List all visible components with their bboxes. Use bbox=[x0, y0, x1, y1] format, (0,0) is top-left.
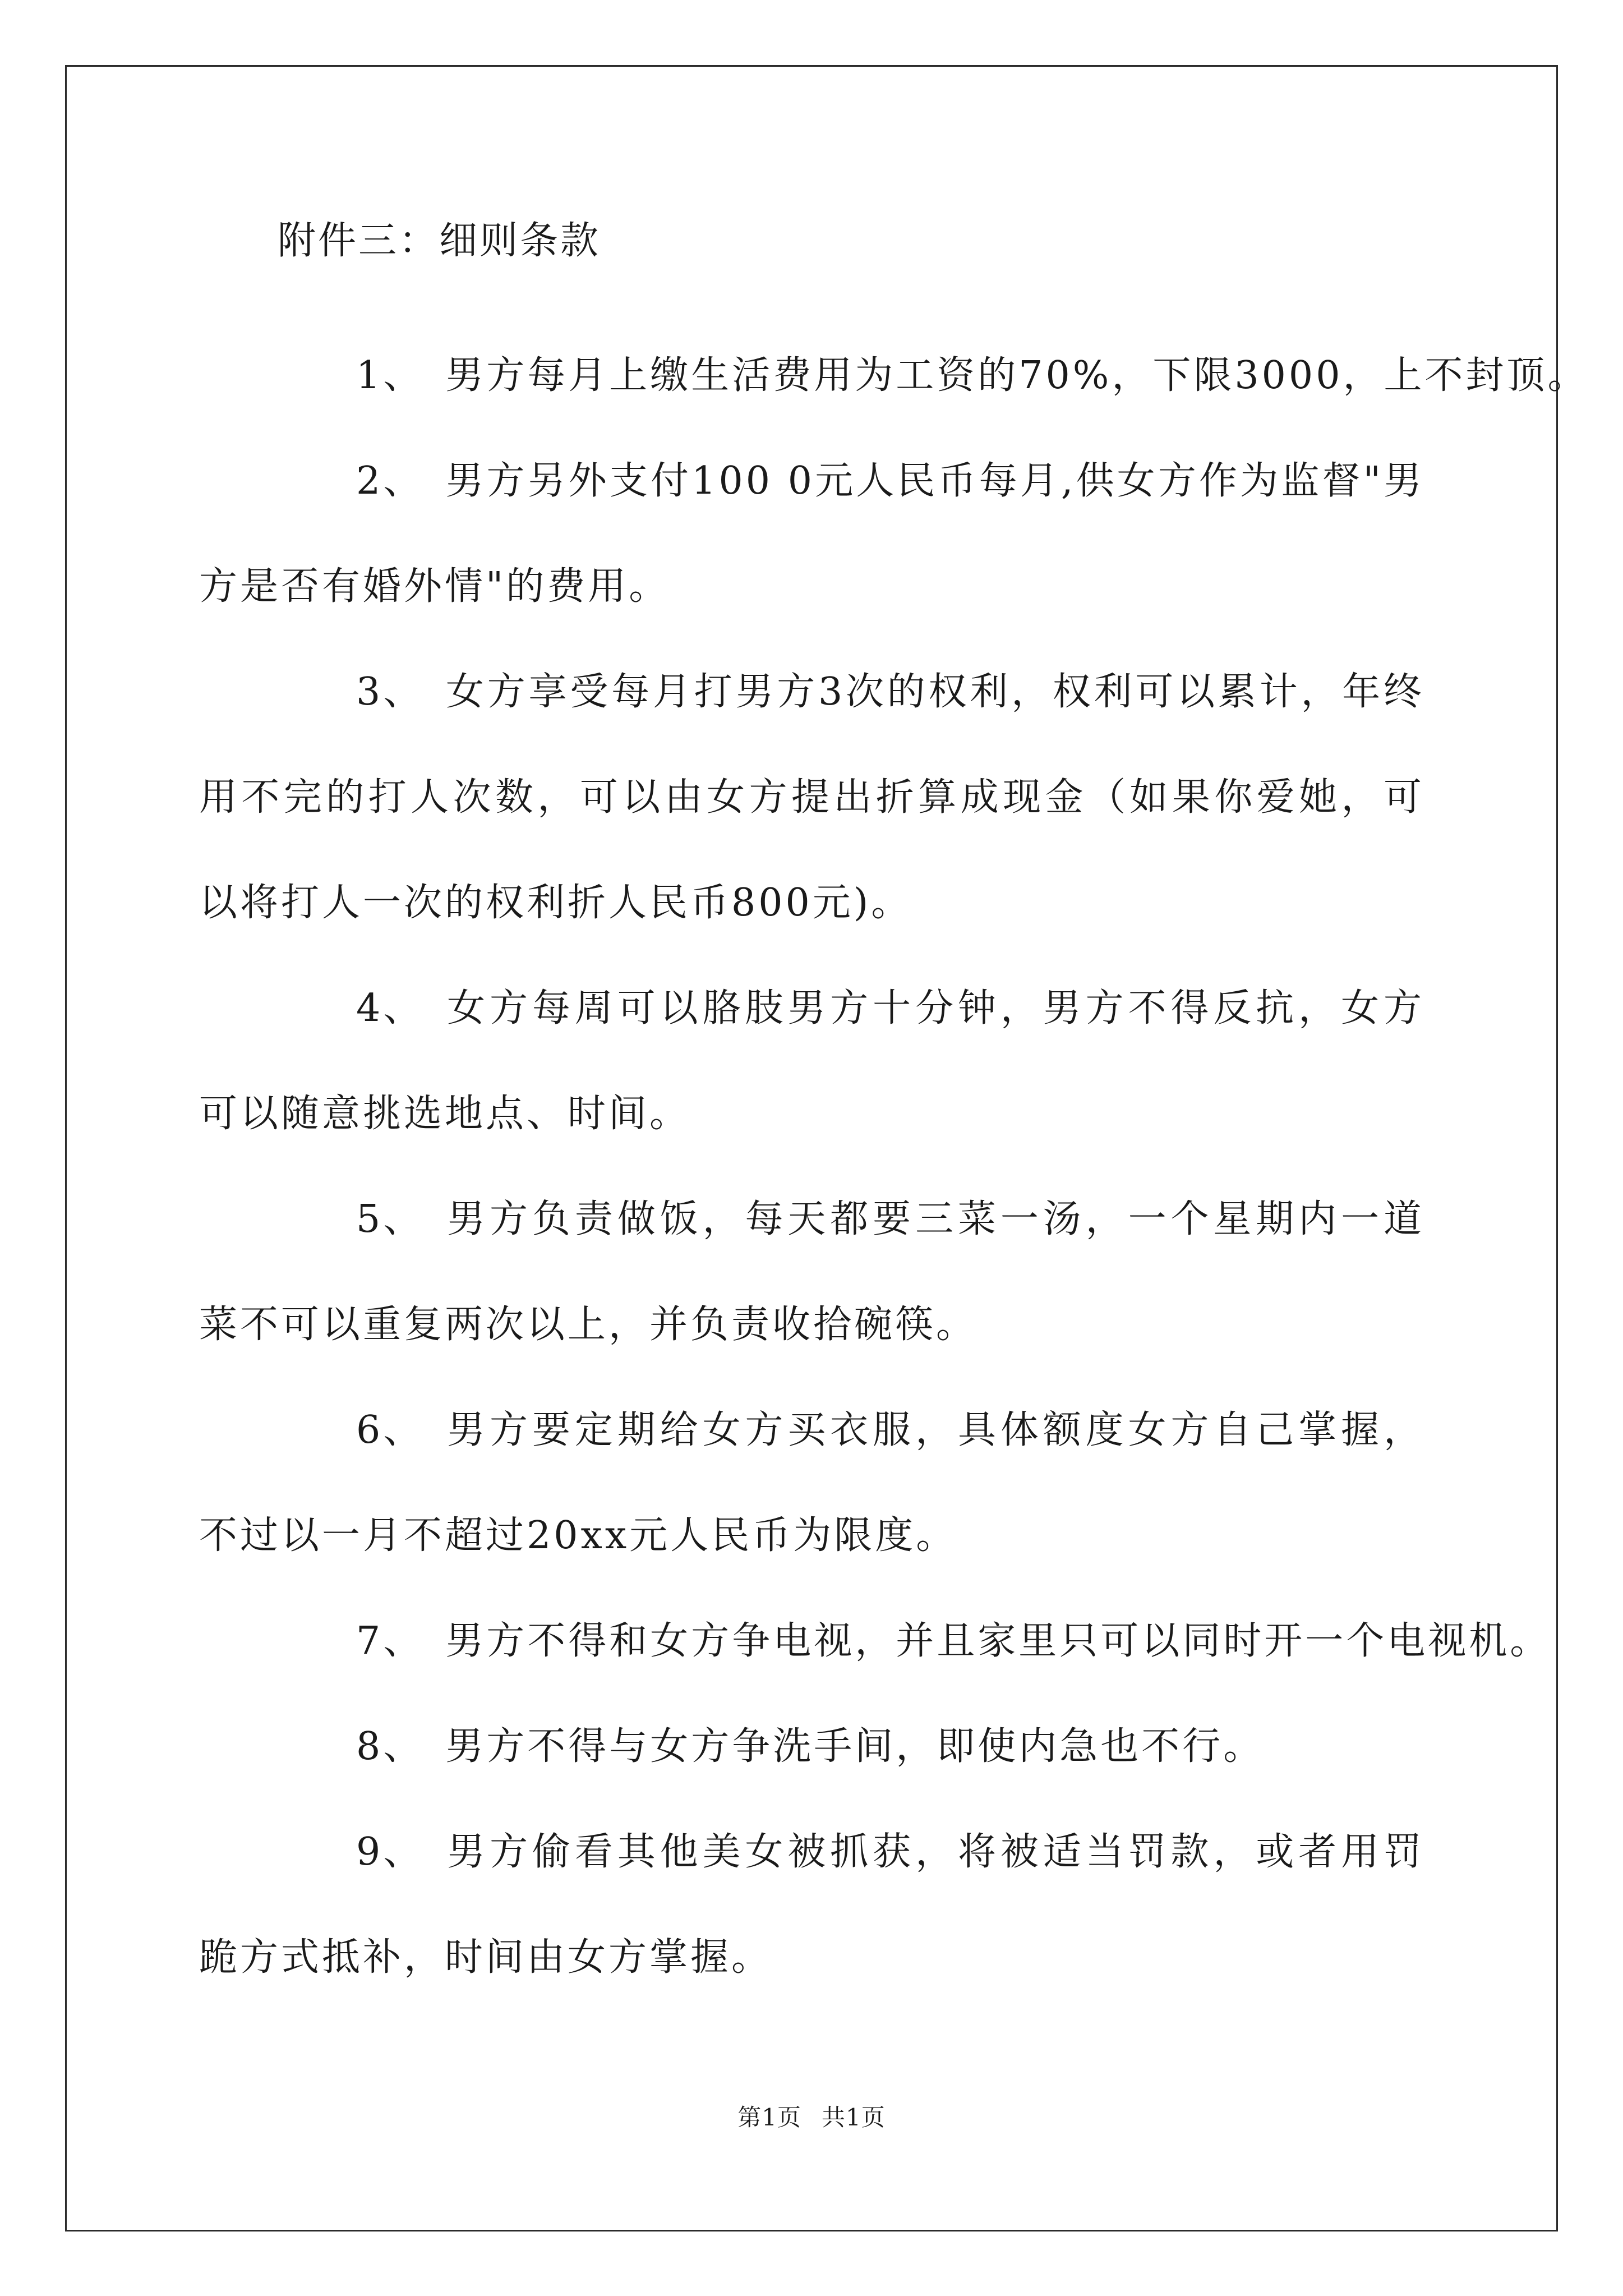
page-number: 第1页 bbox=[737, 2104, 801, 2131]
clause-text: 男方不得和女方争电视，并且家里只可以同时开一个电视机。 bbox=[445, 1619, 1551, 1663]
clause-8 bbox=[199, 1694, 1424, 1800]
clause-7 bbox=[199, 1589, 1551, 1694]
clause-text: 男方负责做饭，每天都要三菜一汤，一个星期内一道菜不可以重复两次以上，并负责收拾碗筷。 bbox=[199, 1197, 1424, 1347]
clause-4 bbox=[199, 956, 1424, 1167]
clause-number: 2、 bbox=[356, 459, 425, 503]
clause-text: 男方要定期给女方买衣服，具体额度女方自己掌握，不过以一月不超过20xx元人民币为限度。 bbox=[199, 1408, 1424, 1558]
clause-number: 1、 bbox=[356, 353, 425, 398]
clause-text: 男方每月上缴生活费用为工资的70%，下限3000，上不封顶。 bbox=[445, 353, 1589, 398]
clause-2 bbox=[199, 429, 1424, 639]
page-total: 共1页 bbox=[822, 2104, 886, 2131]
clause-text: 男方偷看其他美女被抓获，将被适当罚款，或者用罚跪方式抵补，时间由女方掌握。 bbox=[199, 1830, 1424, 1980]
clause-9 bbox=[199, 1800, 1424, 2010]
clause-text: 男方不得与女方争洗手间，即使内急也不行。 bbox=[445, 1724, 1265, 1769]
clause-text: 男方另外支付100 0元人民币每月,供女方作为监督"男方是否有婚外情"的费用。 bbox=[199, 459, 1424, 609]
clause-text: 女方享受每月打男方3次的权利，权利可以累计，年终用不完的打人次数，可以由女方提出折算成现金（如果你爱她，可以将打人一次的权利折人民币800元)。 bbox=[199, 670, 1424, 925]
clause-number: 9、 bbox=[356, 1830, 425, 1874]
clause-number: 6、 bbox=[356, 1408, 425, 1452]
clause-number: 4、 bbox=[356, 986, 425, 1030]
page-footer bbox=[0, 2099, 1623, 2133]
clause-number: 3、 bbox=[356, 670, 425, 714]
clause-number: 8、 bbox=[356, 1724, 425, 1769]
clause-1 bbox=[199, 323, 1589, 429]
clause-number: 5、 bbox=[356, 1197, 425, 1241]
clause-number: 7、 bbox=[356, 1619, 425, 1663]
document-body bbox=[199, 213, 1589, 2010]
clause-6 bbox=[199, 1378, 1424, 1589]
document-heading: 附件三：细则条款 bbox=[278, 219, 601, 263]
clause-3 bbox=[199, 639, 1424, 956]
clause-5 bbox=[199, 1167, 1424, 1378]
clause-text: 女方每周可以胳肢男方十分钟，男方不得反抗，女方可以随意挑选地点、时间。 bbox=[199, 986, 1424, 1136]
